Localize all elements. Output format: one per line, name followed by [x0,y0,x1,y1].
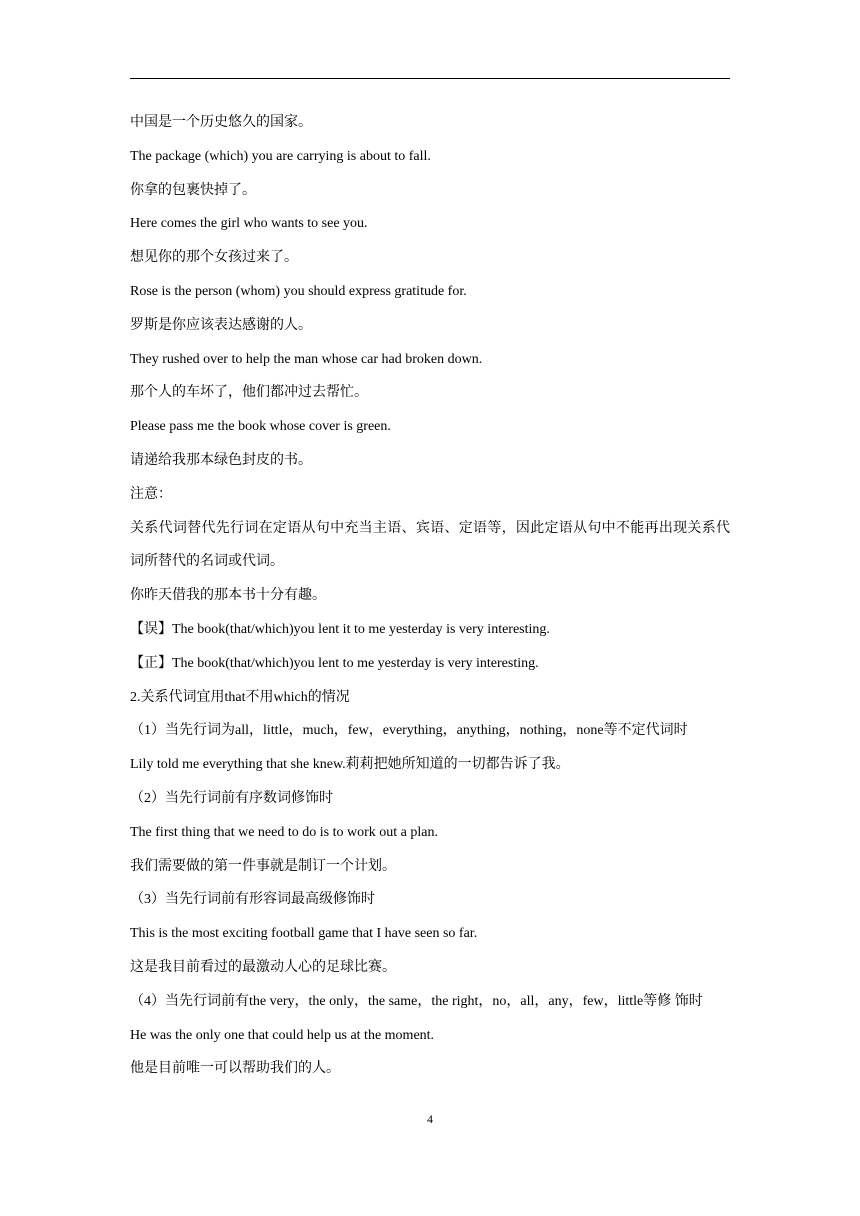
text-line: The package (which) you are carrying is about to fall. [130,148,431,164]
text-line: 罗斯是你应该表达感谢的人。 [130,317,312,333]
page-content [130,106,730,1086]
text-line: 想见你的那个女孩过来了。 [130,250,298,266]
text-line: This is the most exciting football game that I have seen so far. [130,926,478,942]
text-line: 我们需要做的第一件事就是制订一个计划。 [130,858,396,874]
text-line: Here comes the girl who wants to see you. [130,216,368,232]
text-line: 这是我目前看过的最激动人心的足球比赛。 [130,959,396,975]
text-line: 你昨天借我的那本书十分有趣。 [130,588,326,604]
correct-example: 【正】The book(that/which)you lent to me yesterday is very interesting. [130,655,539,671]
text-line: Lily told me everything that she knew.莉莉把她所知道的一切都告诉了我。 [130,757,570,773]
text-line: 那个人的车坏了，他们都冲过去帮忙。 [130,385,368,401]
wrong-example: 【误】The book(that/which)you lent it to me yesterday is very interesting. [130,621,550,637]
section-heading: 2.关系代词宜用that不用which的情况 [130,689,350,705]
text-line: Please pass me the book whose cover is green. [130,419,391,435]
header-rule [130,78,730,79]
text-line: 你拿的包裹快掉了。 [130,182,256,198]
note-heading: 注意： [130,486,172,502]
text-line: 他是目前唯一可以帮助我们的人。 [130,1061,340,1077]
text-line: The first thing that we need to do is to work out a plan. [130,824,438,840]
rule-item: （1）当先行词为all，little，much，few，everything，anything，nothing，none等不定代词时 [130,723,688,739]
rule-item: （3）当先行词前有形容词最高级修饰时 [130,892,375,908]
text-line: 中国是一个历史悠久的国家。 [130,115,312,130]
page-number: 4 [427,1112,433,1126]
text-line: 请递给我那本绿色封皮的书。 [130,452,312,468]
text-line: He was the only one that could help us at the moment. [130,1027,435,1043]
text-line: They rushed over to help the man whose car had broken down. [130,351,483,367]
text-line: Rose is the person (whom) you should express gratitude for. [130,283,467,299]
rule-item: （2）当先行词前有序数词修饰时 [130,790,333,806]
note-paragraph: 关系代词替代先行词在定语从句中充当主语、宾语、定语等，因此定语从句中不能再出现关系代词所替代的名词或代词。 [130,520,730,570]
rule-item: （4）当先行词前有the very，the only，the same，the right，no，all，any，few，little等修 饰时 [130,993,703,1009]
